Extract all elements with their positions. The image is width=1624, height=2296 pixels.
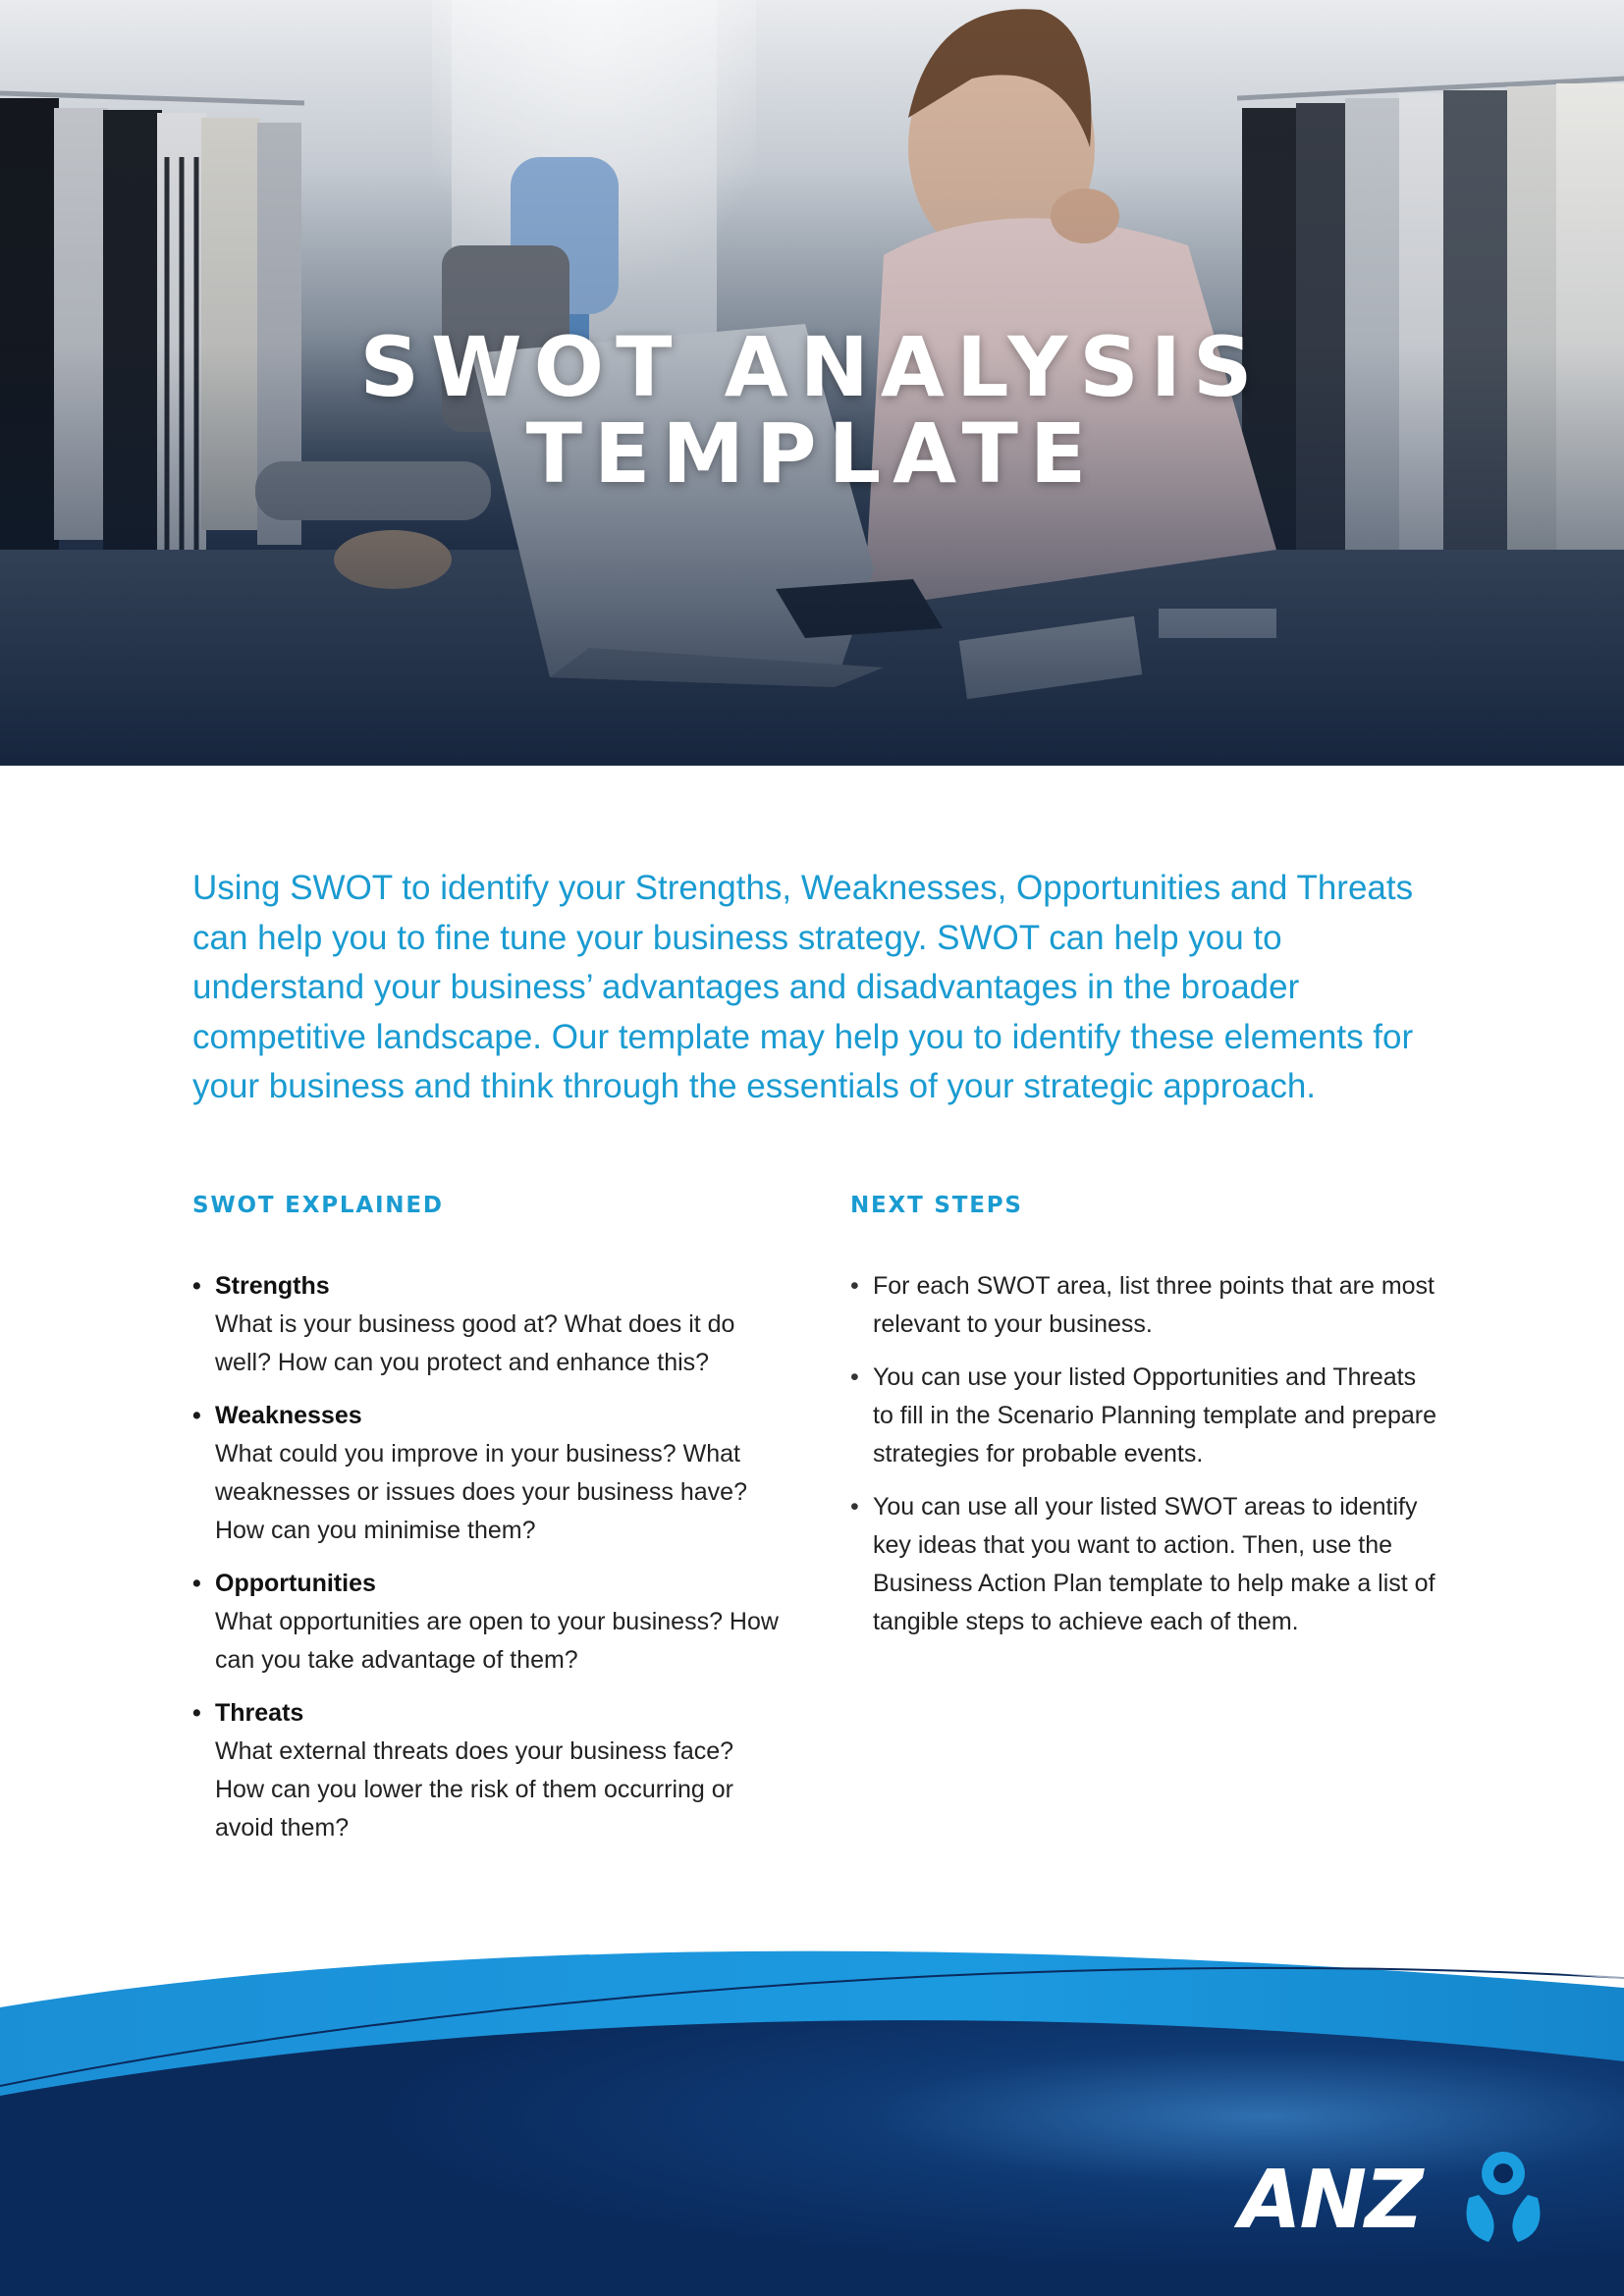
bullet-icon: • xyxy=(192,1272,201,1300)
page-title xyxy=(0,319,1624,502)
bullet-icon: • xyxy=(850,1363,859,1391)
swot-item-weaknesses xyxy=(192,1397,782,1550)
swot-item-title: Strengths xyxy=(215,1272,330,1300)
swot-explained-heading: SWOT EXPLAINED xyxy=(192,1193,444,1218)
swot-item-opportunities xyxy=(192,1565,782,1680)
swot-item-title: Opportunities xyxy=(215,1570,376,1597)
swot-item-description: What opportunities are open to your business? How can you take advantage of them? xyxy=(215,1608,779,1674)
next-step-text: For each SWOT area, list three points that are most relevant to your business. xyxy=(873,1272,1435,1338)
swot-item-description: What could you improve in your business? What weaknesses or issues does your business have? How can you minimise them? xyxy=(215,1440,747,1544)
next-step-item xyxy=(850,1359,1439,1473)
swot-item-title: Weaknesses xyxy=(215,1402,362,1429)
anz-people-icon xyxy=(1449,2144,1557,2252)
next-step-item xyxy=(850,1267,1439,1344)
bullet-icon: • xyxy=(850,1493,859,1521)
page-title-line-2: TEMPLATE xyxy=(525,405,1099,502)
next-step-text: You can use all your listed SWOT areas to identify key ideas that you want to action. Then, use the Business Action Plan template to help make a list of tangible steps to achieve each of them. xyxy=(873,1493,1435,1635)
page-title-line-1: SWOT ANALYSIS xyxy=(359,319,1265,415)
next-steps-section xyxy=(850,1186,1439,1656)
swot-item-threats xyxy=(192,1694,782,1847)
swot-item-title: Threats xyxy=(215,1699,304,1727)
bullet-icon: • xyxy=(192,1570,201,1597)
bullet-icon: • xyxy=(192,1402,201,1429)
next-step-text: You can use your listed Opportunities and Threats to fill in the Scenario Planning template and prepare strategies for probable events. xyxy=(873,1363,1436,1468)
intro-paragraph: Using SWOT to identify your Strengths, Weaknesses, Opportunities and Threats can help you to fine tune your business strategy. SWOT can help you to understand your business’ advantages and disadvantages in the broader competitive landscape. Our template may help you to identify these elements for your business and think through the essentials of your strategic approach. xyxy=(192,869,1414,1105)
next-steps-list xyxy=(850,1267,1439,1641)
swot-explained-section xyxy=(192,1186,782,1862)
next-step-item xyxy=(850,1488,1439,1641)
swot-item-description: What external threats does your business face? How can you lower the risk of them occurring or avoid them? xyxy=(215,1737,734,1842)
bullet-icon: • xyxy=(192,1699,201,1727)
next-steps-heading: NEXT STEPS xyxy=(850,1193,1023,1218)
swot-item-description: What is your business good at? What does it do well? How can you protect and enhance this? xyxy=(215,1310,735,1376)
anz-logo-text: ANZ xyxy=(1239,2154,1422,2247)
swot-item-strengths xyxy=(192,1267,782,1382)
swot-list xyxy=(192,1267,782,1847)
bullet-icon: • xyxy=(850,1272,859,1300)
hero-banner xyxy=(0,0,1624,766)
anz-logo xyxy=(1239,2152,1563,2250)
